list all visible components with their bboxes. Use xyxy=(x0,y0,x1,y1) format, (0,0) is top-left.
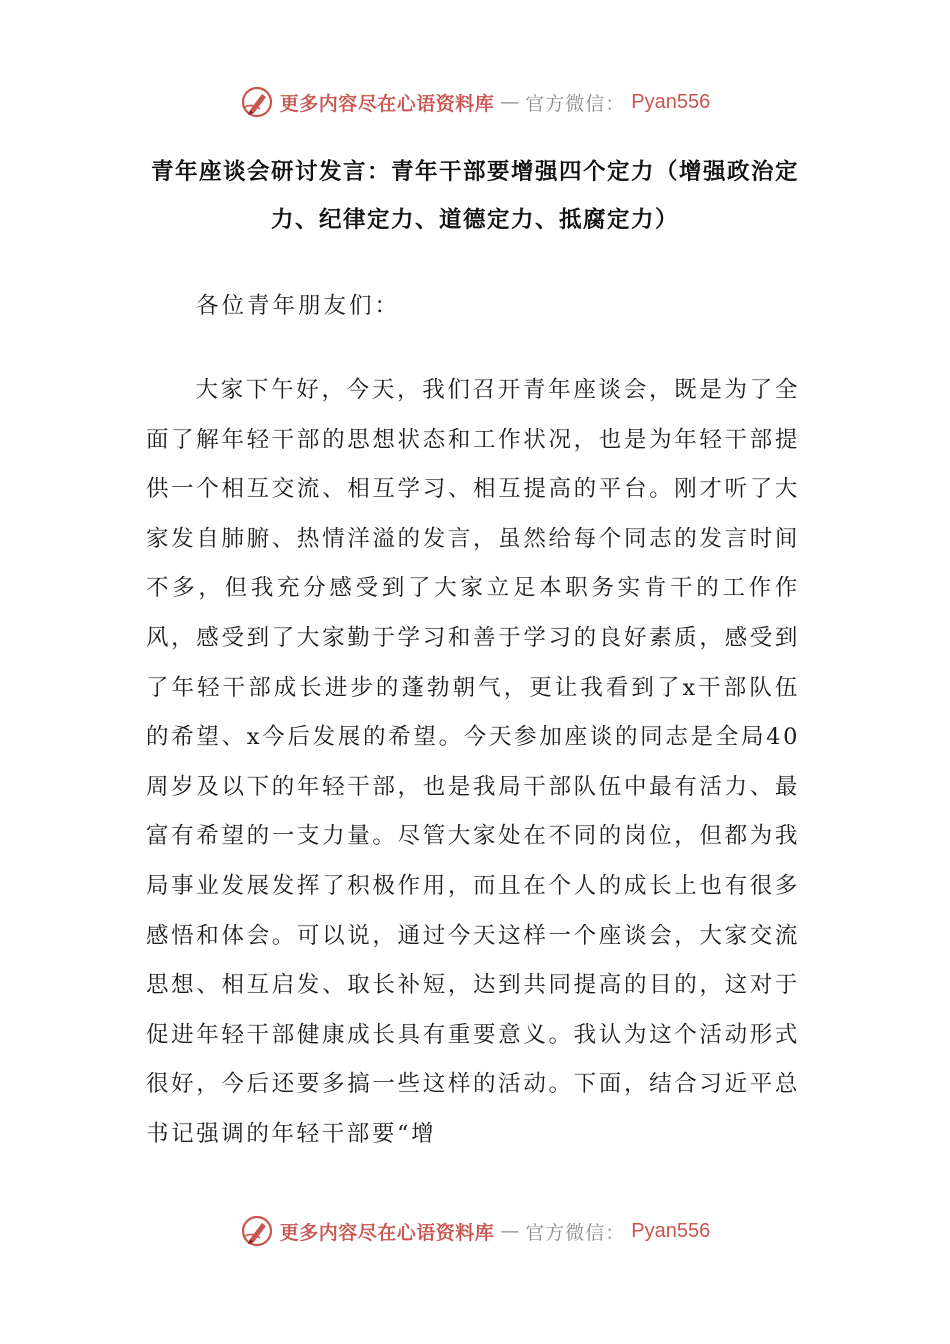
banner-dash: — xyxy=(500,1220,520,1242)
body-paragraph: 大家下午好，今天，我们召开青年座谈会，既是为了全面了解年轻干部的思想状态和工作状况，也是为年轻干部提供一个相互交流、相互学习、相互提高的平台。刚才听了大家发自肺腑、热情洋溢的发言，虽然给每个同志的发言时间不多，但我充分感受到了大家立足本职务实肯干的工作作风，感受到了大家勤于学习和善于学习的良好素质，感受到了年轻干部成长进步的蓬勃朝气，更让我看到了x干部队伍的希望、x今后发展的希望。今天参加座谈的同志是全局40周岁及以下的年轻干部，也是我局干部队伍中最有活力、最富有希望的一支力量。尽管大家处在不同的岗位，但都为我局事业发展发挥了积极作用，而且在个人的成长上也有很多感悟和体会。可以说，通过今天这样一个座谈会，大家交流思想、相互启发、取长补短，达到共同提高的目的，这对于促进年轻干部健康成长具有重要意义。我认为这个活动形式很好，今后还要多搞一些这样的活动。下面，结合习近平总书记强调的年轻干部要“增 xyxy=(146,377,800,1147)
header-banner xyxy=(0,82,950,122)
banner-wechat-id: Pyan556 xyxy=(631,90,711,113)
banner-sub-text: 官方微信： xyxy=(525,92,626,115)
banner-wechat-id: Pyan556 xyxy=(631,1219,711,1242)
banner-main-text: 更多内容尽在心语资料库 xyxy=(279,1221,495,1244)
document-title: 青年座谈会研讨发言：青年干部要增强四个定力（增强政治定力、纪律定力、道德定力、抵腐定力） xyxy=(150,159,799,233)
pen-logo-icon xyxy=(240,1214,274,1248)
greeting: 各位青年朋友们： xyxy=(196,293,401,319)
footer-banner xyxy=(0,1211,950,1251)
banner-sub-text: 官方微信： xyxy=(525,1221,626,1244)
pen-logo-icon xyxy=(240,85,274,119)
banner-dash: — xyxy=(500,91,520,113)
banner-main-text: 更多内容尽在心语资料库 xyxy=(279,92,495,115)
